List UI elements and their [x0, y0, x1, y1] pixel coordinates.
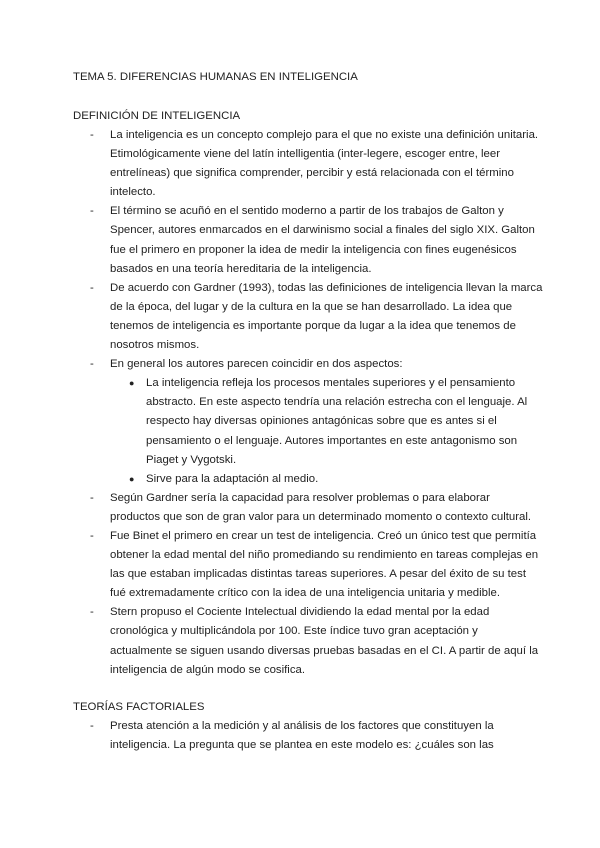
aspects-sublist — [110, 374, 543, 489]
document-title: TEMA 5. DIFERENCIAS HUMANAS EN INTELIGENCIA — [73, 71, 358, 83]
subitem-text: La inteligencia refleja los procesos mentales superiores y el pensamiento abstracto. En este aspecto tendría una relación estrecha con el lenguaje. Al respecto hay diversas opiniones antagónicas sobre que es antes si el pensamiento o el lenguaje. Autores importantes en este antagonismo son Piaget y Vygotski. — [146, 377, 528, 466]
item-text: En general los autores parecen coincidir en dos aspectos: — [110, 358, 403, 371]
dash-marker: - — [90, 529, 94, 542]
item-text: Fue Binet el primero en crear un test de inteligencia. Creó un único test que permitía obtener la edad mental del niño promediando su rendimiento en tareas complejas en las que estaban implicadas distintas tareas superiores. A pesar del éxito de su test fué extremadamente crítico con la idea de una inteligencia unitaria y medible. — [110, 529, 539, 600]
dash-marker: - — [90, 281, 94, 294]
list-item — [73, 489, 543, 527]
dash-marker: - — [90, 205, 94, 218]
list-item — [73, 279, 543, 355]
item-text: Presta atención a la medición y al análisis de los factores que constituyen la inteligencia. La pregunta que se plantea en este modelo es: ¿cuáles son las — [110, 720, 494, 752]
sublist-item — [110, 374, 543, 469]
dash-marker: - — [90, 720, 94, 732]
item-text: Stern propuso el Cociente Intelectual dividiendo la edad mental por la edad cronológica y multiplicándola por 100. Este índice tuvo gran aceptación y actualmente se siguen usando diversas pruebas basadas en el CI. A partir de aquí la inteligencia de algún modo se cosifica. — [110, 606, 539, 676]
list-item — [73, 126, 543, 202]
list-item — [73, 717, 543, 755]
item-text: El término se acuñó en el sentido moderno a partir de los trabajos de Galton y Spencer, autores enmarcados en el darwinismo social a finales del siglo XIX. Galton fue el primero en proponer la idea de medir la inteligencia con fines eugenésicos basados en una teoría hereditaria de la inteligencia. — [110, 205, 535, 275]
section-heading-definicion: DEFINICIÓN DE INTELIGENCIA — [73, 110, 241, 122]
dash-marker: - — [90, 129, 94, 141]
dash-marker: - — [90, 606, 94, 619]
item-text: De acuerdo con Gardner (1993), todas las definiciones de inteligencia llevan la marca de la época, del lugar y de la cultura en la que se han desarrollado. La idea que tenemos de inteligencia es importante porque da lugar a la idea que tenemos de nosotros mismos. — [110, 281, 543, 352]
subitem-text: Sirve para la adaptación al medio. — [146, 472, 319, 485]
bullet-marker: ● — [129, 378, 135, 389]
list-item — [73, 603, 543, 679]
teorias-list — [73, 717, 543, 755]
item-text: Según Gardner sería la capacidad para resolver problemas o para elaborar productos que son de gran valor para un determinado momento o contexto cultural. — [110, 491, 532, 523]
list-item — [73, 202, 543, 278]
dash-marker: - — [90, 491, 94, 504]
list-item — [73, 355, 543, 489]
definicion-list — [73, 126, 543, 680]
list-item — [73, 527, 543, 603]
sublist-item — [110, 470, 543, 489]
dash-marker: - — [90, 358, 94, 371]
bullet-marker: ● — [129, 473, 135, 484]
item-text: La inteligencia es un concepto complejo para el que no existe una definición unitaria. Etimológicamente viene del latín intelligentia (inter-legere, escoger entre, leer entrelíneas) que significa comprender, percibir y está relacionada con el término intelecto. — [110, 129, 539, 199]
section-heading-teorias: TEORÍAS FACTORIALES — [73, 701, 205, 713]
